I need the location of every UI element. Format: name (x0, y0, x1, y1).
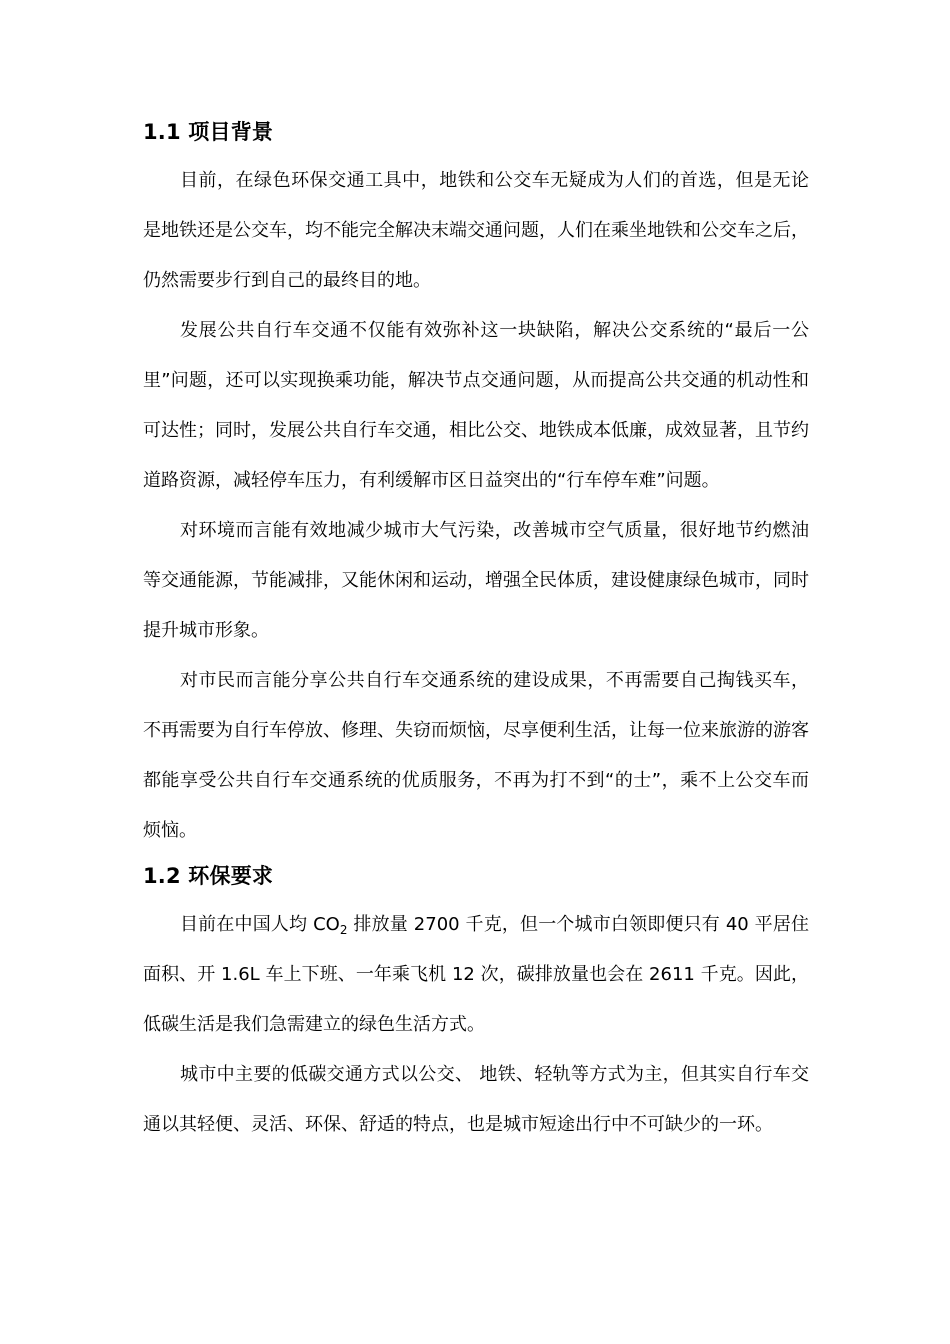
paragraph-metro-bus: 目前，在绿色环保交通工具中，地铁和公交车无疑成为人们的首选，但是无论是地铁还是公交车，均不能完全解决末端交通问题，人们在乘坐地铁和公交车之后，仍然需要步行到自己的最终目的地。 (143, 170, 809, 291)
paragraph-citizens: 对市民而言能分享公共自行车交通系统的建设成果，不再需要自己掏钱买车，不再需要为自行车停放、修理、失窃而烦恼，尽享便利生活，让每一位来旅游的游客都能享受公共自行车交通系统的优质服务，不再为打不到“的士”，乘不上公交车而烦恼。 (143, 670, 809, 841)
paragraph-environment: 对环境而言能有效地减少城市大气污染，改善城市空气质量，很好地节约燃油等交通能源，节能减排，又能休闲和运动，增强全民体质，建设健康绿色城市，同时提升城市形象。 (143, 520, 809, 641)
paragraph-co2-emissions (143, 900, 809, 1050)
document-body (143, 112, 809, 1150)
section-heading-environmental-requirements: 1.2 环保要求 (143, 864, 274, 888)
paragraph-low-carbon-transport: 城市中主要的低碳交通方式以公交、 地铁、轻轨等方式为主，但其实自行车交通以其轻便、灵活、环保、舒适的特点，也是城市短途出行中不可缺少的一环。 (143, 1064, 809, 1135)
co2-text-after: 排放量 2700 千克，但一个城市白领即便只有 40 平居住面积、开 1.6L 车上下班、一年乘飞机 12 次，碳排放量也会在 2611 千克。因此，低碳生活是我们急需建立的绿色生活方式。 (143, 914, 809, 1035)
section-heading-project-background: 1.1 项目背景 (143, 120, 274, 144)
paragraph-public-bicycle-development: 发展公共自行车交通不仅能有效弥补这一块缺陷，解决公交系统的“最后一公里”问题，还可以实现换乘功能，解决节点交通问题，从而提高公共交通的机动性和可达性；同时，发展公共自行车交通，相比公交、地铁成本低廉，成效显著，且节约道路资源，减轻停车压力，有利缓解市区日益突出的“行车停车难”问题。 (143, 320, 809, 491)
co2-text-before: 目前在中国人均 CO (180, 914, 340, 935)
co2-subscript: 2 (339, 923, 348, 937)
